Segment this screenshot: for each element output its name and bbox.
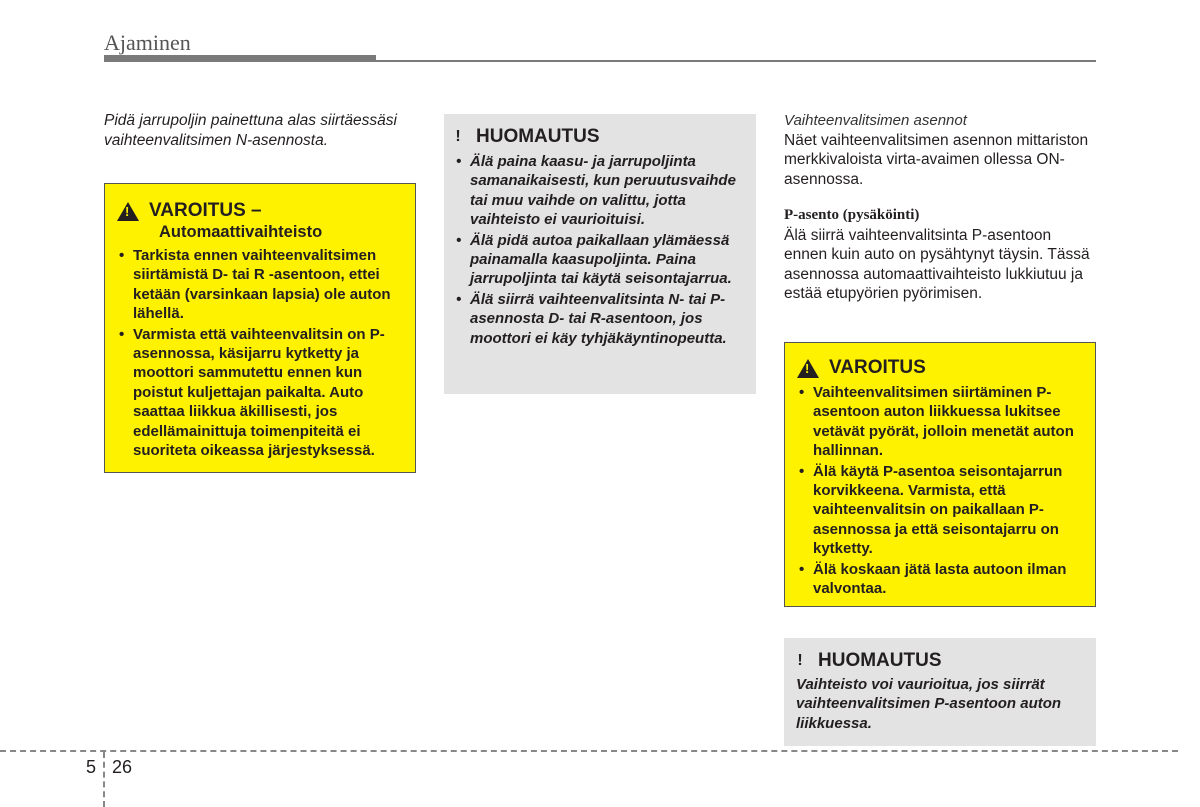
note-box-pedals bbox=[444, 114, 756, 394]
warning-title: VAROITUS bbox=[829, 357, 926, 378]
p-position-paragraph: Älä siirrä vaihteenvalitsinta P-asentoon ennen kuin auto on pysähtynyt täysin. Tässä asennossa automaattivaihteisto lukkiutuu ja estää etupyörien pyörimisen. bbox=[784, 226, 1090, 302]
warning-item: • Varmista että vaihteenvalitsin on P-asennossa, käsijarru kytketty ja moottori sammutettu ennen kun poistut kuljettajan paikalta. Auto saattaa liikkua äkillisesti, jos edellämainittuja toimenpiteitä ei suoriteta oikeassa järjestyksessä. bbox=[117, 325, 405, 461]
warning-subtitle: Automaattivaihteisto bbox=[159, 223, 323, 241]
note-item: • Älä siirrä vaihteenvalitsinta N- tai P-asennosta D- tai R-asentoon, jos moottori ei käy tyhjäkäyntinopeutta. bbox=[454, 290, 746, 348]
note-box-transmission-damage bbox=[784, 638, 1096, 746]
warning-box-park-position bbox=[784, 342, 1096, 607]
header-rule bbox=[104, 60, 1096, 62]
section-number: 5 bbox=[86, 757, 97, 777]
note-item: • Älä paina kaasu- ja jarrupoljinta samanaikaisesti, kun peruutusvaihde tai muu vaihde on valittu, jotta vaihteisto ei vaurioituisi. bbox=[454, 152, 746, 230]
warning-item: • Älä koskaan jätä lasta autoon ilman valvontaa. bbox=[797, 560, 1085, 599]
warning-title: VAROITUS – bbox=[149, 200, 262, 221]
note-title: HUOMAUTUS bbox=[818, 650, 942, 671]
note-item: • Älä pidä autoa paikallaan ylämäessä painamalla kaasupoljinta. Paina jarrupoljinta tai käytä seisontajarrua. bbox=[454, 231, 746, 289]
warning-item: • Tarkista ennen vaihteenvalitsimen siirtämistä D- tai R -asentoon, ettei ketään (varsinkaan lapsia) ole auton lähellä. bbox=[117, 246, 405, 324]
gear-positions-section bbox=[784, 111, 1096, 304]
section-paragraph: Näet vaihteenvalitsimen asennon mittariston merkkivaloista virta-avaimen ollessa ON-asennossa. bbox=[784, 131, 1089, 188]
notice-icon: ! bbox=[797, 652, 803, 669]
note-paragraph: Vaihteisto voi vaurioitua, jos siirrät vaihteenvalitsimen P-asentoon auton liikkuessa. bbox=[796, 676, 1062, 732]
note-title: HUOMAUTUS bbox=[476, 126, 600, 147]
page-header-title: Ajaminen bbox=[104, 30, 191, 55]
warning-item: • Älä käytä P-asentoa seisontajarrun korvikkeena. Varmista, että vaihteenvalitsin on paikallaan P-asennossa ja että seisontajarru on kytketty. bbox=[797, 462, 1085, 559]
warning-item: • Vaihteenvalitsimen siirtäminen P-asentoon auton liikkuessa lukitsee vetävät pyörät, jolloin menetät auton hallinnan. bbox=[797, 383, 1085, 461]
footer-vertical-rule bbox=[103, 752, 105, 807]
notice-icon: ! bbox=[455, 128, 461, 145]
section-heading: Vaihteenvalitsimen asennot bbox=[784, 112, 967, 129]
warning-triangle-icon bbox=[797, 359, 819, 378]
page-number: 26 bbox=[112, 757, 133, 777]
p-position-heading: P-asento (pysäköinti) bbox=[784, 207, 920, 223]
warning-box-automatic-transmission bbox=[104, 183, 416, 473]
intro-paragraph: Pidä jarrupoljin painettuna alas siirtäessäsi vaihteenvalitsimen N-asennosta. bbox=[104, 112, 397, 149]
footer-dashed-rule bbox=[0, 750, 1178, 752]
warning-triangle-icon bbox=[117, 202, 139, 221]
